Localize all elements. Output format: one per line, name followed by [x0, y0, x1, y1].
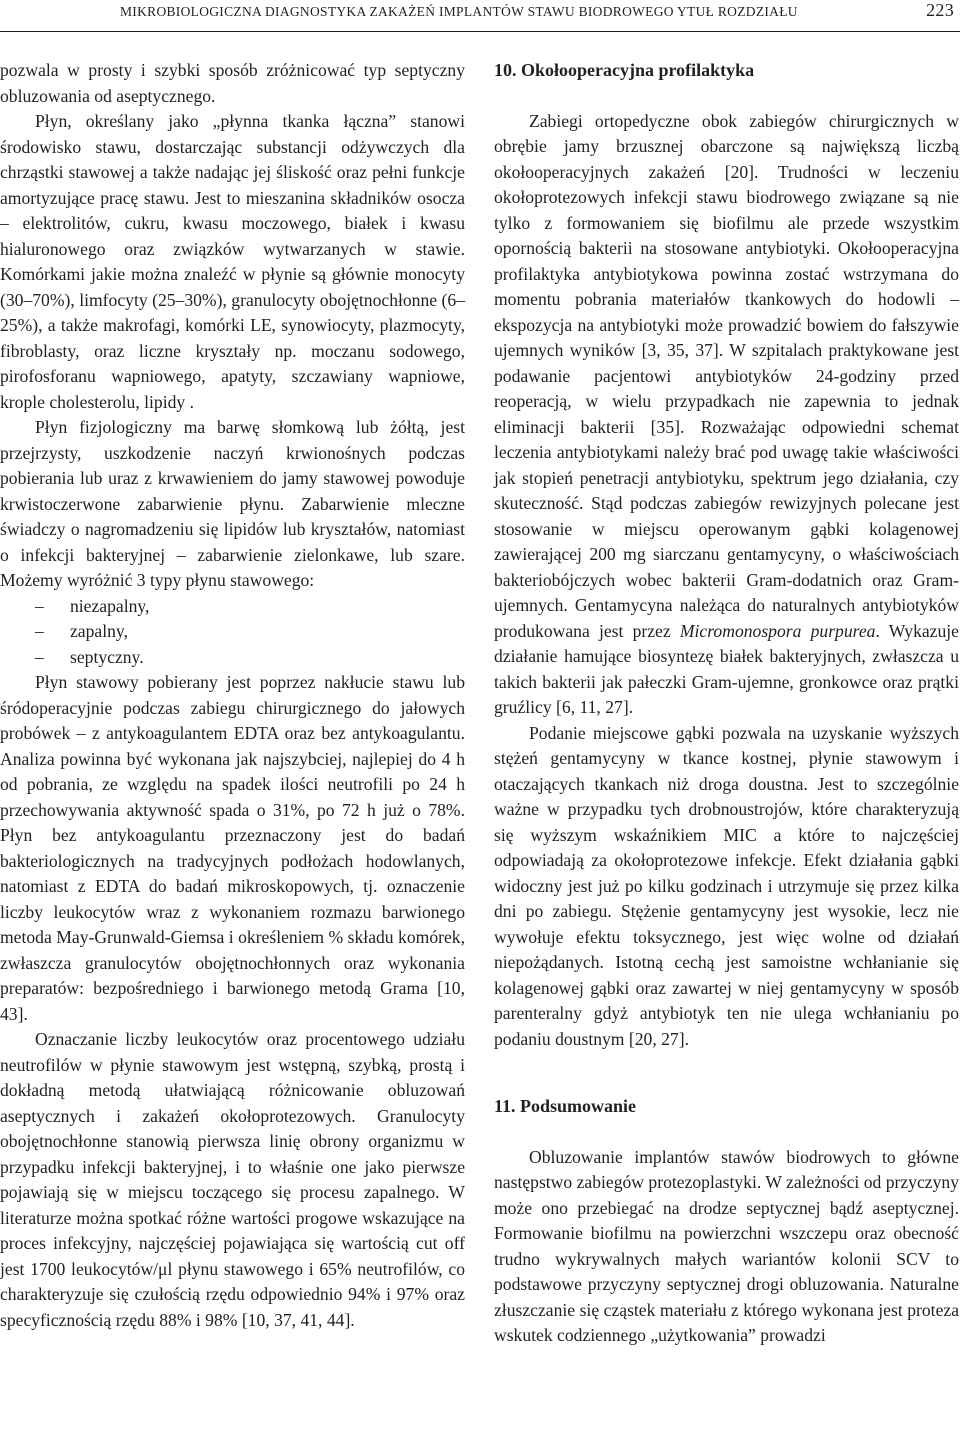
paragraph-leukocyte-count: Oznaczanie liczby leukocytów oraz procentowego udziału neutrofilów w płynie stawowym jest wstępną, szybką, prostą i dokładną metodą ułatwiającą różnicowanie obluzowań aseptycznych i zakażeń okołoprotezowych. Granulocyty obojętnochłonne stanowią pierwsza linię obrony organizmu w przypadku infekcji bakteryjnej, i to właśnie one jako pierwsze pojawiają się w miejscu toczącego się procesu zapalnego. W literaturze można spotkać różne wartości progowe wskazujące na proces infekcyjny, najczęściej pojawiająca się wartością cut off jest 1700 leukocytów/μl płynu stawowego i 65% neutrofilów, co charakteryzuje się czułością rzędu odpowiednio 94% i 97% oraz specyficznością rzędu 88% i 98% [10, 37, 41, 44]. [0, 1029, 465, 1330]
right-column [494, 58, 959, 1349]
prophylaxis-text: Zabiegi ortopedyczne obok zabiegów chirurgicznych w obrębie jamy brzusznej obarczone są największą liczbą okołooperacyjnych zakażeń [20]. Trudności w leczeniu okołoprotezowych infekcji stawu biodrowego związane są nie tylko z formowaniem się biofilmu ale przede wszystkim opornością bakterii na stosowane antybiotyki. Okołooperacyjna profilaktyka antybiotykowa powinna zostać wstrzymana do momentu pobrania materiałów tkankowych do hodowli – ekspozycja na antybiotyki może prowadzić bowiem do fałszywie ujemnych wyników [3, 35, 37]. W szpitalach praktykowane jest podawanie pacjentowi antybiotyków 24-godziny przed reoperacją, w wielu przypadkach nie zapewnia to jednak eliminacji bakterii [35]. Rozważając odpowiedni schemat leczenia antybiotykami należy brać pod uwagę takie właściwości jak stopień penetracji antybiotyku, spektrum jego działania, czy skuteczność. Stąd podczas zabiegów rewizyjnych polecane jest stosowanie w miejscu operowanym gąbki kolagenowej zawierającej 200 mg siarczanu gentamycyny, o właściwościach bakteriobójczych wobec bakterii Gram-dodatnich oraz Gram-ujemnych. Gentamycyna należąca do naturalnych antybiotyków produkowana jest przez [494, 110, 959, 641]
paragraph-continuation: pozwala w prosty i szybki sposób zróżnicować typ septyczny obluzowania od aseptycznego. [0, 60, 465, 106]
dash-marker: – [35, 646, 44, 667]
list-item-text: septyczny. [70, 646, 144, 667]
paragraph-gentamicin-sponge: Podanie miejscowe gąbki pozwala na uzyskanie wyższych stężeń gentamycyny w tkance kostnej, płynie stawowym i otaczających tkankach niż droga doustna. Jest to szczególnie ważne w przypadku tych drobnoustrojów, które charakteryzują się wyższym wskaźnikiem MIC a które to najczęściej odpowiadają za okołoprotezowe infekcje. Efekt działania gąbki widoczny jest już po kilku godzinach i utrzymuje się przez kilka dni po zabiegu. Stężenie gentamycyny jest wysokie, lecz nie wywołuje efektu toksycznego, jest więc wolne od działań niepożądanych. Istotną cechą jest samoistne wchłanianie się kolagenowej gąbki oraz zawartej w niej gentamycyny w sposób parenteralny gdyż antybiotyk ten nie ulega wchłanianiu po podaniu doustnym [20, 27]. [494, 722, 959, 1049]
section-heading-10: 10. Okołooperacyjna profilaktyka [494, 60, 755, 80]
paragraph-summary: Obluzowanie implantów stawów biodrowych to główne następstwo zabiegów protezoplastyki. W zależności od przyczyny może ono przebiegać na drodze septycznej bądź aseptycznej. Formowanie biofilmu na powierzchni wszczepu oraz obecność trudno wykrywalnych małych wariantów kolonii SCV to podstawowe przyczyny septycznej drogi obluzowania. Naturalne złuszczanie się cząstek materiału z którego wykonana jest proteza wskutek codziennego „użytkowania” prowadzi [494, 1146, 959, 1345]
fluid-types-list [0, 594, 465, 671]
running-title: MIKROBIOLOGICZNA DIAGNOSTYKA ZAKAŻEŃ IMPLANTÓW STAWU BIODROWEGO YTUŁ ROZDZIAŁU [120, 4, 798, 19]
section-heading-11: 11. Podsumowanie [494, 1096, 637, 1116]
list-item [35, 645, 465, 671]
dash-marker: – [35, 621, 44, 641]
list-item [35, 619, 465, 645]
paragraph-fluid-sampling: Płyn stawowy pobierany jest poprzez nakłucie stawu lub śródoperacyjnie podczas zabiegu chirurgicznego do jałowych probówek – z antykoagulantem EDTA oraz bez antykoagulantu. Analiza powinna być wykonana jak najszybciej, najlepiej do 4 h od pobrania, ze względu na spadek ilości neutrofili po 24 h przechowywania aktywność spada o 31%, po 72 h już o 78%. Płyn bez antykoagulantu przeznaczony jest do badań bakteriologicznych na tradycyjnych podłożach hodowlanych, natomiast z EDTA do badań mikroskopowych, tj. oznaczenie liczby leukocytów wraz z wykonaniem rozmazu barwionego metoda May-Grunwald-Giemsa i określeniem % składu komórek, zwłaszcza granulocytów obojętnochłonnych oraz wykonania preparatów: bezpośredniego i barwionego metodą Grama [10, 43]. [0, 672, 465, 1024]
paragraph-synovial-fluid: Płyn, określany jako „płynna tkanka łączna” stanowi środowisko stawu, dostarczając substancji odżywczych dla chrząstki stawowej a także nadając jej śliskość oraz pełni funkcje amortyzujące pracę stawu. Jest to mieszanina składników osocza – elektrolitów, cukru, kwasu moczowego, białek i kwasu hialuronowego oraz związków wytwarzanych w stawie. Komórkami jakie można znaleźć w płynie są głównie monocyty (30–70%), limfocyty (25–30%), granulocyty obojętnochłonne (6–25%), a także makrofagi, komórki LE, synowiocyty, plazmocyty, fibroblasty, oraz liczne kryształy np. moczanu sodowego, pirofosforanu wapniowego, apatyty, szczawiany wapniowe, krople cholesterolu, lipidy . [0, 111, 465, 412]
species-name: Micromonospora purpurea [679, 620, 876, 641]
page-number: 223 [926, 0, 954, 20]
list-item-text: zapalny, [70, 621, 128, 641]
prophylaxis-text-tail: . Wykazuje działanie hamujące biosyntezę białek bakteryjnych, zwłaszcza u takich bakterii jak pałeczki Gram-ujemne, gronkowce oraz prątki gruźlicy [6, 11, 27]. [494, 620, 959, 717]
list-item [35, 594, 465, 620]
paragraph-fluid-color: Płyn fizjologiczny ma barwę słomkową lub żółtą, jest przejrzysty, uszkodzenie naczyń krwionośnych podczas pobierania lub uraz z krwawieniem do jamy stawowej powoduje krwistoczerwone zabarwienie płynu. Zabarwienie mleczne świadczy o nagromadzeniu się lipidów lub kryształów, natomiast o infekcji bakteryjnej – zabarwienie zielonkawe, lub szare. Możemy wyróżnić 3 typy płynu stawowego: [0, 417, 465, 590]
dash-marker: – [35, 595, 44, 616]
left-column [0, 58, 465, 1333]
paragraph-prophylaxis [494, 109, 959, 721]
running-header [120, 0, 954, 24]
header-rule [0, 31, 960, 32]
list-item-text: niezapalny, [70, 595, 150, 616]
